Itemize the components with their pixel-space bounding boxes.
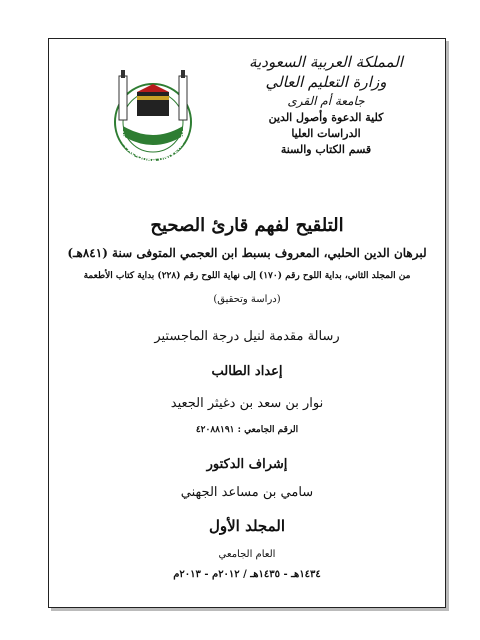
thesis-volume-range: من المجلد الثاني، بداية اللوح رقم (١٧٠) إلى نهاية اللوح رقم (٢٢٨) بداية كتاب الأطعمة xyxy=(83,271,411,281)
academic-years: ١٤٣٤هـ - ١٤٣٥هـ / ٢٠١٢م - ٢٠١٣م xyxy=(173,569,321,580)
college-name: كلية الدعوة وأصول الدين xyxy=(268,111,384,124)
thesis-title: التلقيح لفهم قارئ الصحيح xyxy=(150,215,344,236)
graduate-studies: الدراسات العليا xyxy=(291,127,361,140)
university-name: جامعة أم القرى xyxy=(287,94,365,108)
student-name: نوار بن سعد بن دغيثر الجعيد xyxy=(170,396,324,411)
thesis-author-line: لبرهان الدين الحلبي، المعروف بسبط ابن العجمي المتوفى سنة (٨٤١هـ) xyxy=(67,246,427,260)
ministry-name: وزارة التعليم العالي xyxy=(265,73,387,91)
supervisor-name: سامي بن مساعد الجهني xyxy=(180,485,314,500)
department-name: قسم الكتاب والسنة xyxy=(280,143,372,156)
academic-year-label: العام الجامعي xyxy=(218,549,276,560)
cover-frame xyxy=(48,38,446,608)
volume-label: المجلد الأول xyxy=(208,517,286,535)
kingdom-name: المملكة العربية السعودية xyxy=(249,53,403,71)
prepared-by-label: إعداد الطالب xyxy=(211,364,283,379)
degree-statement: رسالة مقدمة لنيل درجة الماجستير xyxy=(154,329,340,344)
study-tag: (دراسة وتحقيق) xyxy=(213,294,281,305)
university-number: الرقم الجامعي : ٤٢٠٨٨١٩١ xyxy=(195,425,299,435)
umm-al-qura-university-logo-icon xyxy=(107,66,199,164)
supervision-label: إشراف الدكتور xyxy=(206,457,288,472)
institution-block xyxy=(221,49,431,156)
logo-text: UMM AL-QURA UNIVERSITY xyxy=(117,130,189,164)
